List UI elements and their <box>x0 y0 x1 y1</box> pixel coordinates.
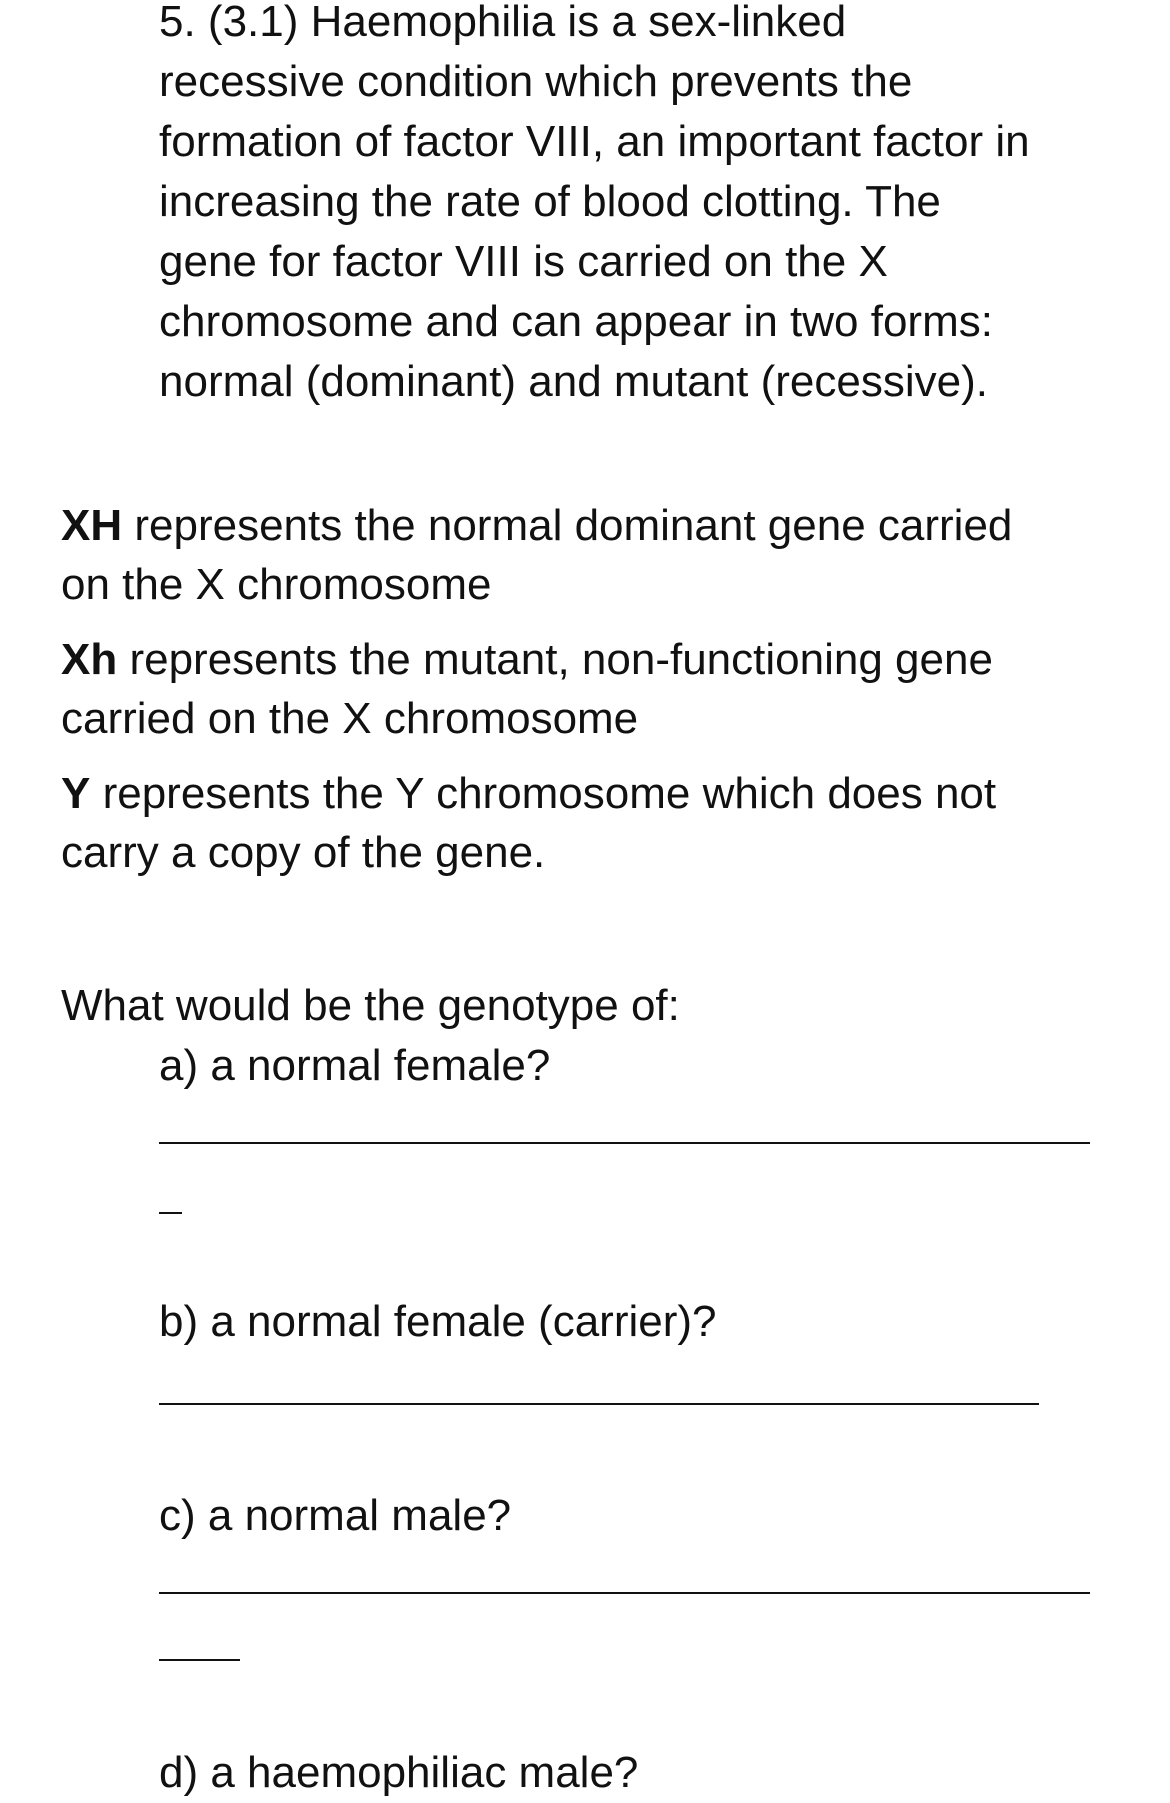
definition-y <box>61 764 1121 882</box>
question-a: a) a normal female? <box>159 1041 551 1090</box>
intro-line: gene for factor VIII is carried on the X <box>159 237 888 286</box>
answer-line-c-continued[interactable] <box>159 1659 240 1661</box>
question-b: b) a normal female (carrier)? <box>159 1297 717 1346</box>
question-lead: What would be the genotype of: <box>61 981 680 1030</box>
definition-text: carried on the X chromosome <box>61 694 639 743</box>
definition-text: represents the Y chromosome which does not <box>90 769 997 818</box>
answer-line-a[interactable] <box>159 1142 1090 1144</box>
symbol-xh: XH <box>61 501 123 550</box>
symbol-xh-lower: Xh <box>61 635 118 684</box>
question-c: c) a normal male? <box>159 1491 512 1540</box>
intro-line: chromosome and can appear in two forms: <box>159 297 993 346</box>
intro-line: increasing the rate of blood clotting. The <box>159 177 941 226</box>
definition-text: carry a copy of the gene. <box>61 828 546 877</box>
intro-line: normal (dominant) and mutant (recessive). <box>159 357 988 406</box>
definition-text: represents the normal dominant gene carried <box>122 501 1013 550</box>
question-intro <box>159 0 1139 412</box>
question-d: d) a haemophiliac male? <box>159 1748 639 1797</box>
definition-text: on the X chromosome <box>61 560 492 609</box>
definition-xh <box>61 496 1121 614</box>
definition-xh-lower <box>61 630 1121 748</box>
intro-line: recessive condition which prevents the <box>159 57 913 106</box>
definition-text: represents the mutant, non-functioning gene <box>117 635 993 684</box>
answer-line-a-continued[interactable] <box>159 1212 182 1214</box>
answer-line-c[interactable] <box>159 1592 1090 1594</box>
intro-line: 5. (3.1) Haemophilia is a sex-linked <box>159 0 847 46</box>
intro-line: formation of factor VIII, an important factor in <box>159 117 1030 166</box>
symbol-y: Y <box>61 769 91 818</box>
gene-definitions <box>61 496 1121 898</box>
answer-line-b[interactable] <box>159 1403 1039 1405</box>
